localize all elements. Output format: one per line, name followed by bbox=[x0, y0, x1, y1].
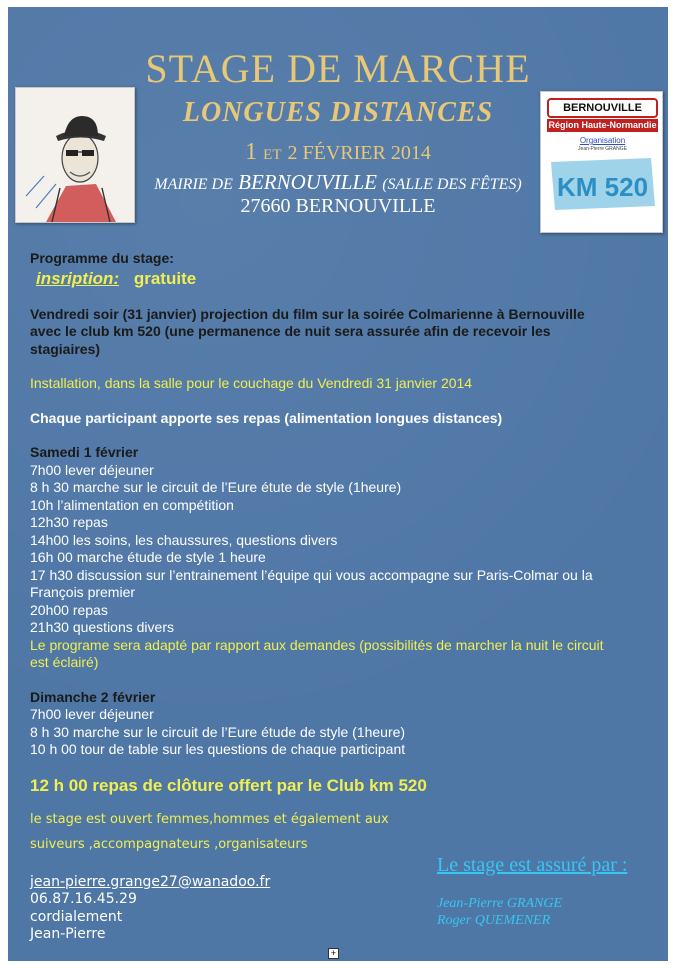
date-et: ET bbox=[263, 147, 282, 163]
venue-town: BERNOUVILLE bbox=[238, 170, 377, 194]
walker-sketch-icon bbox=[16, 88, 134, 222]
open-note-1: le stage est ouvert femmes,hommes et également aux bbox=[30, 811, 389, 827]
main-title: STAGE DE MARCHE bbox=[145, 46, 531, 91]
contact-greeting: cordialement bbox=[30, 908, 123, 925]
dimanche-item: 10 h 00 tour de table sur les questions de chaque participant bbox=[30, 741, 406, 757]
samedi-item: 21h30 questions divers bbox=[30, 619, 174, 635]
assure-person-1: Jean-Pierre GRANGE bbox=[437, 896, 563, 911]
program-section bbox=[30, 250, 604, 944]
date-day-2: 2 FÉVRIER 2014 bbox=[287, 142, 431, 164]
contact-phone: 06.87.16.45.29 bbox=[30, 891, 137, 907]
samedi-item: 7h00 lever déjeuner bbox=[30, 461, 154, 478]
assure-person-2: Roger QUEMENER bbox=[437, 913, 551, 928]
samedi-item: 14h00 les soins, les chaussures, questions divers bbox=[30, 531, 338, 548]
dimanche-item: 7h00 lever déjeuner bbox=[30, 706, 154, 722]
subtitle: LONGUES DISTANCES bbox=[182, 97, 494, 128]
dimanche-item: 8 h 30 marche sur le circuit de l’Eure étude de style (1heure) bbox=[30, 723, 406, 740]
poster bbox=[8, 7, 668, 961]
programme-note-2: est éclairé) bbox=[30, 654, 99, 670]
repas-note: Chaque participant apporte ses repas (alimentation longues distances) bbox=[30, 409, 503, 426]
venue-salle: (SALLE DES FÊTES) bbox=[382, 176, 522, 193]
samedi-item: 12h30 repas bbox=[30, 514, 108, 530]
town-sign: BERNOUVILLE bbox=[547, 98, 658, 118]
inscription-value: gratuite bbox=[133, 268, 197, 288]
organiser-name: Jean-Pierre GRANGE bbox=[578, 146, 627, 152]
vendredi-line-2: avec le club km 520 (une permanence de nuit sera assurée afin de recevoir les bbox=[30, 323, 551, 339]
samedi-item: 20h00 repas bbox=[30, 601, 108, 618]
programme-note-1: Le programe sera adapté par rapport aux demandes (possibilités de marcher la nuit le circuit bbox=[30, 636, 604, 653]
installation-note: Installation, dans la salle pour le couchage du Vendredi 31 janvier 2014 bbox=[30, 375, 473, 391]
bernouville-sign-image bbox=[540, 91, 663, 233]
samedi-item: 17 h30 discussion sur l’entrainement l’équipe qui vous accompagne sur Paris-Colmar ou la bbox=[30, 566, 593, 583]
km520-logo-icon bbox=[547, 154, 658, 214]
samedi-item: 16h 00 marche étude de style 1 heure bbox=[30, 549, 266, 565]
contact-name: Jean-Pierre bbox=[30, 926, 106, 942]
vendredi-line-3: stagiaires) bbox=[30, 340, 101, 357]
venue-city: 27660 BERNOUVILLE bbox=[240, 195, 436, 217]
samedi-item: 10h l’alimentation en compétition bbox=[30, 496, 234, 513]
venue-mairie: MAIRIE DE bbox=[154, 176, 233, 193]
vendredi-line-1: Vendredi soir (31 janvier) projection du film sur la soirée Colmarienne à Bernouville bbox=[30, 305, 585, 322]
open-note-2: suiveurs ,accompagnateurs ,organisateurs bbox=[30, 836, 308, 852]
region-banner: Région Haute-Normandie bbox=[548, 120, 657, 130]
expand-plus-icon[interactable]: + bbox=[328, 948, 339, 959]
organisation-label: Organisation bbox=[579, 136, 626, 145]
km520-logo-text: KM 520 bbox=[557, 172, 649, 202]
walker-sketch-image bbox=[15, 87, 135, 223]
dimanche-title: Dimanche 2 février bbox=[30, 688, 156, 705]
samedi-item: 8 h 30 marche sur le circuit de l’Eure étute de style (1heure) bbox=[30, 479, 402, 495]
samedi-title: Samedi 1 février bbox=[30, 444, 139, 460]
program-heading: Programme du stage: bbox=[30, 250, 174, 266]
inscription-label: insription: bbox=[36, 268, 120, 288]
closing-meal: 12 h 00 repas de clôture offert par le Club km 520 bbox=[30, 775, 427, 795]
inscription-line bbox=[36, 268, 604, 289]
contact-email[interactable]: jean-pierre.grange27@wanadoo.fr bbox=[30, 873, 271, 890]
assure-title: Le stage est assuré par : bbox=[437, 854, 628, 876]
date-day-1: 1 bbox=[245, 139, 258, 165]
samedi-item: François premier bbox=[30, 584, 136, 600]
